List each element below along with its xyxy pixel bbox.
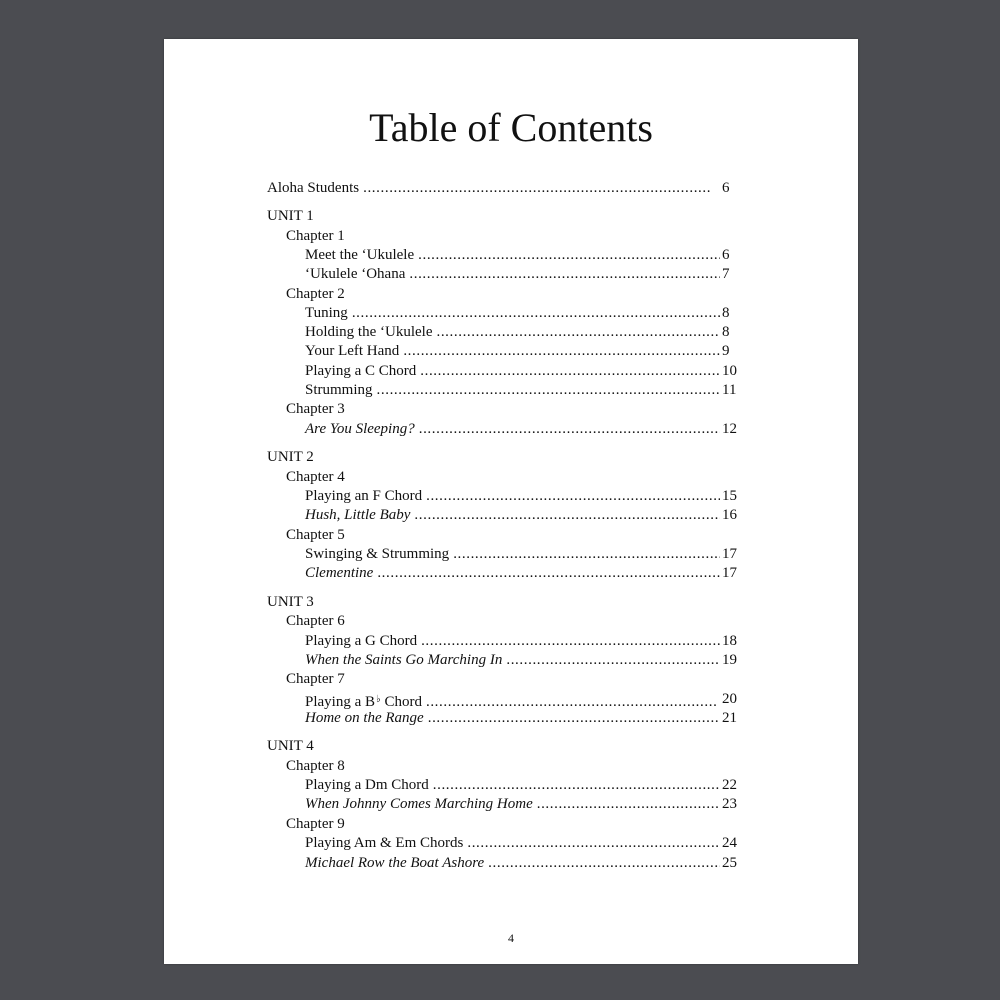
toc-entry-page: 21 bbox=[722, 710, 737, 726]
chapter-heading bbox=[164, 285, 858, 304]
chapter-heading bbox=[164, 526, 858, 545]
chapter-label: Chapter 9 bbox=[286, 816, 345, 832]
toc-entry bbox=[164, 690, 858, 709]
toc-entry bbox=[164, 362, 858, 381]
unit-heading bbox=[164, 207, 858, 226]
dot-leader bbox=[352, 304, 720, 323]
toc-entry-label: Tuning bbox=[305, 305, 348, 321]
toc-entry-page: 8 bbox=[722, 305, 730, 321]
chapter-label: Chapter 6 bbox=[286, 613, 345, 629]
chapter-label: Chapter 2 bbox=[286, 286, 345, 302]
toc-entry-page: 22 bbox=[722, 777, 737, 793]
chapter-heading bbox=[164, 400, 858, 419]
dot-leader bbox=[414, 506, 720, 525]
toc-entry-label: ‘Ukulele ‘Ohana bbox=[305, 266, 406, 282]
toc-entry-label: Aloha Students bbox=[267, 180, 360, 196]
dot-leader bbox=[419, 420, 720, 439]
toc-entry bbox=[164, 564, 858, 583]
dot-leader bbox=[506, 651, 720, 670]
toc-entry bbox=[164, 506, 858, 525]
toc-entry-label: Clementine bbox=[305, 565, 374, 581]
toc-entry-label: Playing a G Chord bbox=[305, 633, 418, 649]
toc-entry-page: 18 bbox=[722, 633, 737, 649]
dot-leader bbox=[436, 323, 720, 342]
toc-entry bbox=[164, 323, 858, 342]
chapter-label: Chapter 8 bbox=[286, 758, 345, 774]
toc-entry-label: Playing a C Chord bbox=[305, 363, 417, 379]
chapter-label: Chapter 4 bbox=[286, 469, 345, 485]
toc-entry bbox=[164, 304, 858, 323]
toc-entry-page: 25 bbox=[722, 855, 737, 871]
toc-entry-label: Playing Am & Em Chords bbox=[305, 835, 464, 851]
document-page bbox=[164, 39, 858, 964]
chapter-heading bbox=[164, 227, 858, 246]
dot-leader bbox=[377, 564, 720, 583]
dot-leader bbox=[433, 776, 720, 795]
toc-entry-label: Are You Sleeping? bbox=[305, 421, 415, 437]
toc-entry-page: 12 bbox=[722, 421, 737, 437]
toc-entry-page: 6 bbox=[722, 180, 730, 196]
toc-entry-label: When Johnny Comes Marching Home bbox=[305, 796, 533, 812]
toc-entry bbox=[164, 776, 858, 795]
toc-entry bbox=[164, 342, 858, 361]
toc-entry-label: Meet the ‘Ukulele bbox=[305, 247, 415, 263]
label-text: Chord bbox=[380, 694, 422, 710]
toc-entry-page: 17 bbox=[722, 546, 737, 562]
toc-entry-page: 20 bbox=[722, 691, 737, 707]
dot-leader bbox=[363, 179, 711, 198]
unit-label: UNIT 2 bbox=[267, 449, 314, 465]
toc-entry-page: 17 bbox=[722, 565, 737, 581]
dot-leader bbox=[537, 795, 720, 814]
dot-leader bbox=[453, 545, 720, 564]
dot-leader bbox=[488, 854, 720, 873]
toc-entry-label: Home on the Range bbox=[305, 710, 424, 726]
chapter-heading bbox=[164, 670, 858, 689]
toc-entry-label: Strumming bbox=[305, 382, 373, 398]
toc-entry bbox=[164, 246, 858, 265]
unit-heading bbox=[164, 593, 858, 612]
toc-entry-page: 10 bbox=[722, 363, 737, 379]
page-title: Table of Contents bbox=[369, 105, 653, 150]
toc-entry-page: 16 bbox=[722, 507, 737, 523]
toc-entry-label: When the Saints Go Marching In bbox=[305, 652, 503, 668]
toc-entry-label: Playing a Dm Chord bbox=[305, 777, 429, 793]
toc-entry-page: 19 bbox=[722, 652, 737, 668]
toc-entry bbox=[164, 265, 858, 284]
toc-entry-label: Michael Row the Boat Ashore bbox=[305, 855, 485, 871]
toc-entry bbox=[164, 381, 858, 400]
toc-entry-page: 11 bbox=[722, 382, 737, 398]
chapter-label: Chapter 5 bbox=[286, 527, 345, 543]
toc-entry bbox=[164, 420, 858, 439]
chapter-label: Chapter 7 bbox=[286, 671, 345, 687]
toc-entry bbox=[164, 632, 858, 651]
dot-leader bbox=[426, 487, 720, 506]
unit-label: UNIT 3 bbox=[267, 594, 314, 610]
dot-leader bbox=[428, 709, 720, 728]
toc-entry-label: Holding the ‘Ukulele bbox=[305, 324, 433, 340]
toc-entry bbox=[164, 795, 858, 814]
toc-entry-page: 7 bbox=[722, 266, 730, 282]
toc-entry-page: 23 bbox=[722, 796, 737, 812]
toc-entry-page: 6 bbox=[722, 247, 730, 263]
toc-entry bbox=[164, 709, 858, 728]
unit-label: UNIT 1 bbox=[267, 208, 314, 224]
dot-leader bbox=[377, 381, 720, 400]
toc-entry-label: Playing an F Chord bbox=[305, 488, 423, 504]
toc-entry bbox=[164, 834, 858, 853]
dot-leader bbox=[421, 632, 720, 651]
label-text: Playing a B bbox=[305, 694, 375, 710]
toc-entry-label: Swinging & Strumming bbox=[305, 546, 450, 562]
toc-entry-page: 15 bbox=[722, 488, 737, 504]
flat-symbol: ♭ bbox=[376, 694, 381, 705]
toc-entry bbox=[164, 545, 858, 564]
dot-leader bbox=[420, 362, 720, 381]
chapter-heading bbox=[164, 612, 858, 631]
toc-entry-page: 9 bbox=[722, 343, 730, 359]
unit-label: UNIT 4 bbox=[267, 738, 314, 754]
dot-leader bbox=[467, 834, 720, 853]
chapter-heading bbox=[164, 757, 858, 776]
toc-entry-page: 8 bbox=[722, 324, 730, 340]
chapter-label: Chapter 3 bbox=[286, 401, 345, 417]
chapter-heading bbox=[164, 468, 858, 487]
chapter-heading bbox=[164, 815, 858, 834]
dot-leader bbox=[403, 342, 720, 361]
unit-heading bbox=[164, 448, 858, 467]
toc-entry-page: 24 bbox=[722, 835, 737, 851]
toc-entry bbox=[164, 487, 858, 506]
toc-entry-intro bbox=[164, 179, 858, 198]
toc-entry bbox=[164, 854, 858, 873]
dot-leader bbox=[409, 265, 720, 284]
toc-entry bbox=[164, 651, 858, 670]
page-number: 4 bbox=[508, 931, 514, 945]
chapter-label: Chapter 1 bbox=[286, 228, 345, 244]
toc-entry-label: Your Left Hand bbox=[305, 343, 400, 359]
dot-leader bbox=[418, 246, 720, 265]
unit-heading bbox=[164, 737, 858, 756]
toc-entry-label: Hush, Little Baby bbox=[305, 507, 411, 523]
